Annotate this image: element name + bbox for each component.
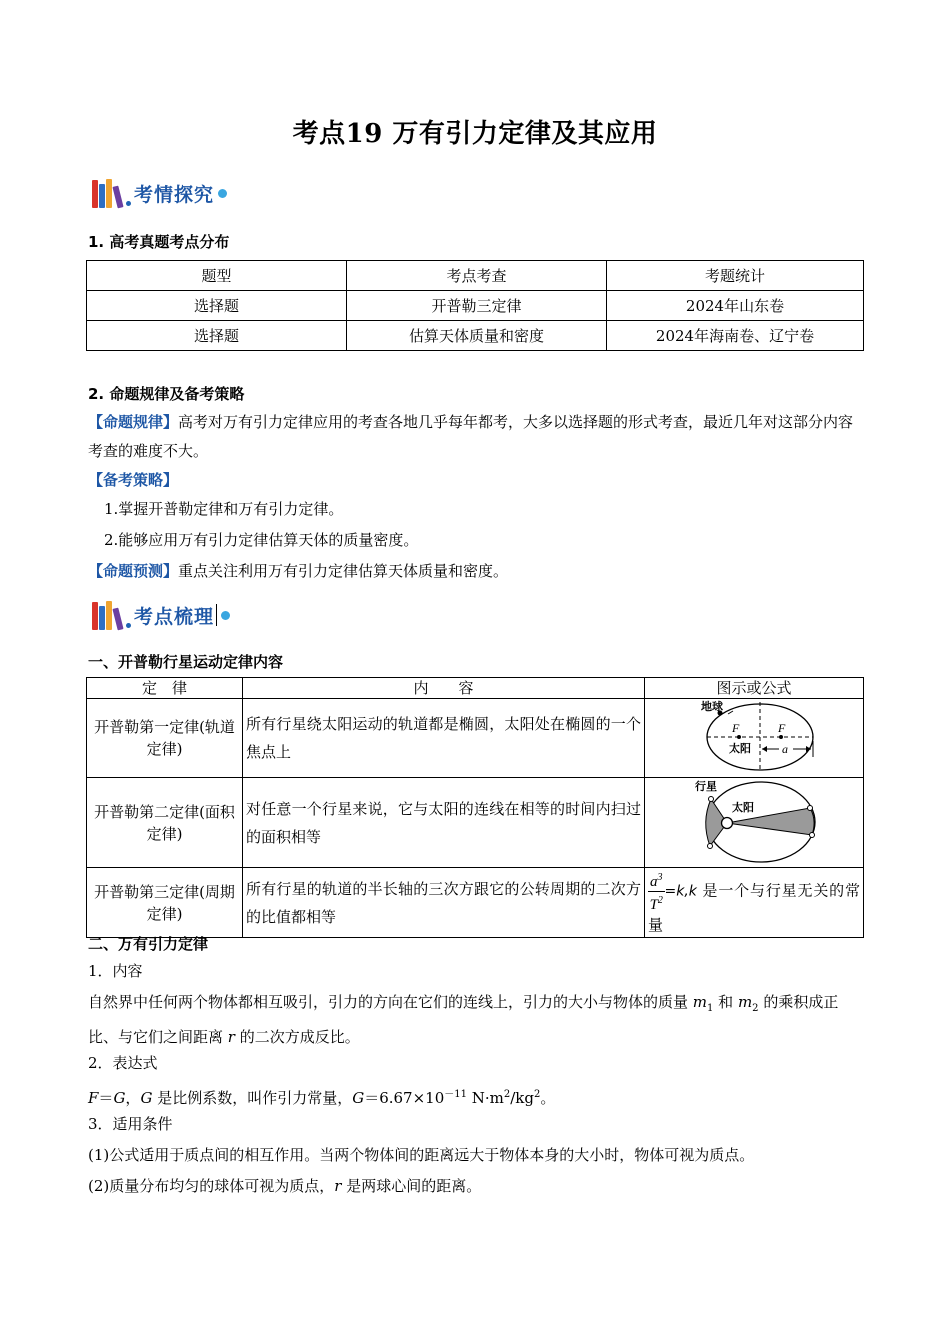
law-content: 所有行星的轨道的半长轴的三次方跟它的公转周期的二次方的比值都相等 (243, 868, 645, 938)
table-header-cell: 内 容 (243, 678, 645, 699)
circle-icon (218, 189, 227, 198)
banner-label: 考情探究 (134, 183, 215, 206)
table-cell: 选择题 (87, 291, 347, 321)
table-row (87, 778, 864, 868)
section-banner-key-points (92, 598, 230, 632)
section-heading: 2. 命题规律及备考策略 (88, 385, 245, 403)
area-figure-cell (645, 778, 864, 868)
table-header-cell: 考点考查 (347, 261, 607, 291)
table-row (87, 699, 864, 778)
strategy-item: 1.掌握开普勒定律和万有引力定律。 (104, 500, 344, 518)
rule-label: 【命题规律】 (88, 413, 179, 431)
table-header-cell: 题型 (87, 261, 347, 291)
books-icon (92, 178, 122, 208)
table-header-row (87, 678, 864, 699)
sun-label: 太阳 (732, 801, 754, 814)
law-content: 对任意一个行星来说，它与太阳的连线在相等的时间内扫过的面积相等 (243, 778, 645, 868)
table-row (87, 291, 864, 321)
table-header-cell: 定 律 (87, 678, 243, 699)
gravity-heading: 二、万有引力定律 (88, 935, 209, 953)
sun-label: 太阳 (729, 742, 751, 755)
books-icon (92, 600, 122, 630)
table-cell: 2024年山东卷 (607, 291, 864, 321)
prediction-paragraph (88, 557, 868, 586)
ellipse-figure-cell (645, 699, 864, 778)
table-cell: 2024年海南卷、辽宁卷 (607, 321, 864, 351)
exam-distribution-table (86, 260, 864, 351)
dot-icon (126, 201, 131, 206)
formula-equals: =k,k (664, 883, 697, 900)
table-cell: 选择题 (87, 321, 347, 351)
subsection-title: 1．内容 (88, 962, 143, 980)
earth-label: 地球 (701, 700, 723, 713)
law-name: 开普勒第三定律(周期定律) (87, 868, 243, 938)
banner-label: 考点梳理 (134, 605, 215, 628)
formula-description: 是一个与行星无关的常量 (648, 881, 860, 934)
law-content: 所有行星绕太阳运动的轨道都是椭圆，太阳处在椭圆的一个焦点上 (243, 699, 645, 778)
planet-label: 行星 (695, 780, 717, 793)
table-header-cell: 图示或公式 (645, 678, 864, 699)
condition-item: (1)公式适用于质点间的相互作用。当两个物体间的距离远大于物体本身的大小时，物体可视为质点。 (88, 1146, 755, 1164)
orbit-ellipse-figure (645, 699, 863, 773)
content-paragraph: 自然界中任何两个物体都相互吸引，引力的方向在它们的连线上，引力的大小与物体的质量 $m_1$ 和 $m_2$ 的乘积成正比、与它们之间距离 r 的二次方成反比。 (88, 993, 839, 1046)
table-row (87, 868, 864, 938)
table-header-cell: 考题统计 (607, 261, 864, 291)
dot-icon (126, 623, 131, 628)
rule-paragraph (88, 408, 868, 466)
section-banner-exam-analysis (92, 176, 227, 210)
kepler-third-law-fraction: $\frac{a^3}{T^2}$ (648, 869, 665, 914)
table-cell: 开普勒三定律 (347, 291, 607, 321)
kepler-heading: 一、开普勒行星运动定律内容 (88, 653, 284, 671)
text-cursor (216, 604, 217, 626)
semi-major-axis-label: a (782, 742, 788, 756)
strategy-label: 【备考策略】 (88, 471, 179, 489)
subsection-title: 3．适用条件 (88, 1115, 173, 1133)
table-cell: 估算天体质量和密度 (347, 321, 607, 351)
focus-label: F (778, 721, 786, 735)
law-name: 开普勒第一定律(轨道定律) (87, 699, 243, 778)
circle-icon (221, 611, 230, 620)
prediction-text: 重点关注利用万有引力定律估算天体质量和密度。 (178, 562, 509, 580)
condition-item: (2)质量分布均匀的球体可视为质点，r 是两球心间的距离。 (88, 1177, 482, 1195)
formula-cell (645, 868, 864, 938)
expression-line: F＝G，G 是比例系数，叫作引力常量，$G=6.67\times 10^{-11}$ $N\cdot m^2/kg^2$。 (88, 1089, 556, 1107)
prediction-label: 【命题预测】 (88, 562, 179, 580)
section-heading: 1. 高考真题考点分布 (88, 233, 230, 251)
table-row (87, 321, 864, 351)
rule-text: 高考对万有引力定律应用的考查各地几乎每年都考，大多以选择题的形式考查，最近几年对这部分内容考查的难度不大。 (88, 413, 854, 460)
focus-label: F (732, 721, 740, 735)
subsection-title: 2．表达式 (88, 1054, 158, 1072)
table-header-row (87, 261, 864, 291)
kepler-laws-table (86, 677, 864, 938)
strategy-label-line (88, 466, 868, 495)
strategy-item: 2.能够应用万有引力定律估算天体的质量密度。 (104, 531, 419, 549)
law-name: 开普勒第二定律(面积定律) (87, 778, 243, 868)
page-title: 考点19 万有引力定律及其应用 (292, 119, 658, 149)
equal-area-figure (645, 778, 863, 863)
